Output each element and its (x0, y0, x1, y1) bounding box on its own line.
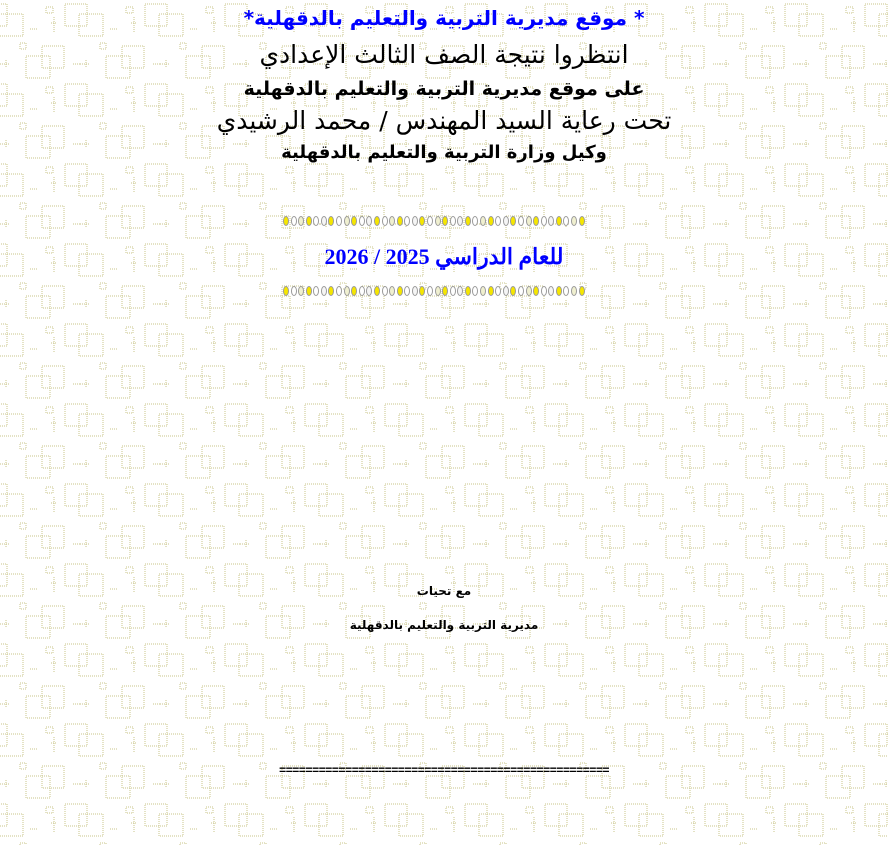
dot-ornament (435, 216, 441, 226)
dot-ornament (298, 286, 304, 296)
dot-ornament (571, 216, 577, 226)
dot-ornament (510, 286, 516, 296)
dot-ornament (419, 216, 425, 226)
decorative-dots-bottom (283, 286, 585, 298)
decorative-dots-top (283, 216, 585, 228)
dot-ornament (306, 286, 312, 296)
dot-ornament (366, 286, 372, 296)
dot-ornament (480, 286, 486, 296)
dot-ornament (563, 216, 569, 226)
dot-ornament (556, 216, 562, 226)
dot-ornament (291, 216, 297, 226)
dot-ornament (412, 286, 418, 296)
dot-ornament (336, 216, 342, 226)
dot-ornament (283, 286, 289, 296)
dot-ornament (488, 216, 494, 226)
dot-ornament (533, 286, 539, 296)
patron: تحت رعاية السيد المهندس / محمد الرشيدي (216, 106, 672, 135)
dot-ornament (336, 286, 342, 296)
sender: مديرية التربية والتعليم بالدقهلية (349, 618, 539, 632)
greeting: مع تحيات (416, 584, 472, 598)
dot-ornament (397, 286, 403, 296)
dot-ornament (283, 216, 289, 226)
dot-ornament (344, 286, 350, 296)
dot-ornament (518, 286, 524, 296)
dot-ornament (526, 216, 532, 226)
dot-ornament (503, 286, 509, 296)
dot-ornament (495, 286, 501, 296)
dot-ornament (457, 216, 463, 226)
dot-ornament (404, 216, 410, 226)
dot-ornament (495, 216, 501, 226)
separator: ================================================== (278, 764, 610, 778)
dot-ornament (472, 216, 478, 226)
dot-ornament (389, 286, 395, 296)
dot-ornament (328, 286, 334, 296)
dot-ornament (382, 216, 388, 226)
dot-ornament (563, 286, 569, 296)
dot-ornament (404, 286, 410, 296)
dot-ornament (465, 216, 471, 226)
dot-ornament (518, 216, 524, 226)
dot-ornament (442, 216, 448, 226)
dot-ornament (526, 286, 532, 296)
dot-ornament (298, 216, 304, 226)
dot-ornament (351, 216, 357, 226)
patron-title: وكيل وزارة التربية والتعليم بالدقهلية (281, 142, 607, 163)
dot-ornament (412, 216, 418, 226)
dot-ornament (382, 286, 388, 296)
dot-ornament (442, 286, 448, 296)
dot-ornament (321, 216, 327, 226)
dot-ornament (313, 286, 319, 296)
dot-ornament (359, 286, 365, 296)
dot-ornament (313, 216, 319, 226)
dot-ornament (503, 216, 509, 226)
dot-ornament (533, 216, 539, 226)
dot-ornament (427, 216, 433, 226)
dot-ornament (366, 216, 372, 226)
dot-ornament (397, 216, 403, 226)
dot-ornament (351, 286, 357, 296)
dot-ornament (328, 216, 334, 226)
dot-ornament (374, 216, 380, 226)
subline: على موقع مديرية التربية والتعليم بالدقهلية (243, 78, 645, 100)
site-title: * موقع مديرية التربية والتعليم بالدقهلية* (243, 6, 645, 30)
dot-ornament (450, 286, 456, 296)
dot-ornament (541, 286, 547, 296)
dot-ornament (465, 286, 471, 296)
dot-ornament (579, 286, 585, 296)
dot-ornament (435, 286, 441, 296)
academic-year: للعام الدراسي 2025 / 2026 (324, 244, 564, 269)
dot-ornament (510, 216, 516, 226)
dot-ornament (571, 286, 577, 296)
dot-ornament (344, 216, 350, 226)
dot-ornament (548, 216, 554, 226)
dot-ornament (480, 216, 486, 226)
dot-ornament (389, 216, 395, 226)
dot-ornament (548, 286, 554, 296)
dot-ornament (556, 286, 562, 296)
dot-ornament (472, 286, 478, 296)
dot-ornament (419, 286, 425, 296)
dot-ornament (321, 286, 327, 296)
dot-ornament (306, 216, 312, 226)
dot-ornament (291, 286, 297, 296)
dot-ornament (427, 286, 433, 296)
dot-ornament (374, 286, 380, 296)
headline: انتظروا نتيجة الصف الثالث الإعدادي (259, 40, 629, 69)
dot-ornament (541, 216, 547, 226)
dot-ornament (457, 286, 463, 296)
dot-ornament (450, 216, 456, 226)
dot-ornament (488, 286, 494, 296)
dot-ornament (579, 216, 585, 226)
dot-ornament (359, 216, 365, 226)
